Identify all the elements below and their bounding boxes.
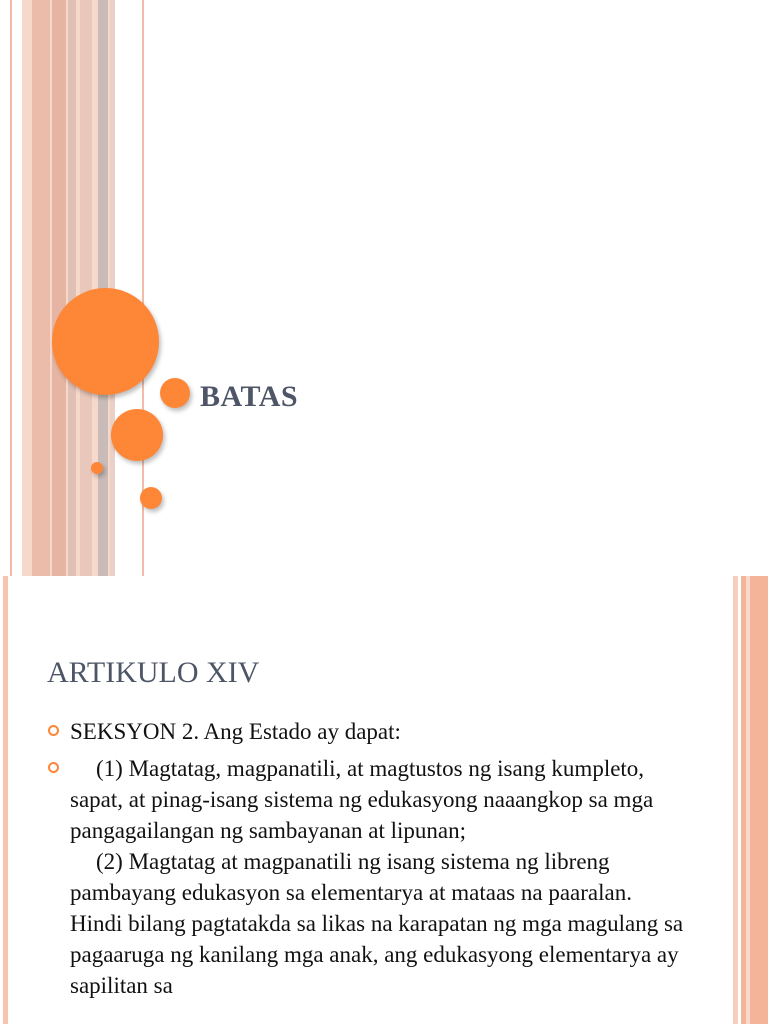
- bullet-list: [48, 716, 688, 1007]
- bullet-paragraph: [70, 846, 688, 1001]
- decor-stripe: [52, 0, 66, 576]
- slide-heading: ARTIKULO XIV: [47, 656, 260, 689]
- decor-circle-large: [52, 288, 159, 395]
- decor-stripe: [80, 0, 92, 576]
- bullet-item: [48, 716, 688, 747]
- paragraph-text: (1) Magtatag, magpanatili, at magtustos ng isang kumpleto, sapat, at pinag-isang sistema ng edukasyong naaangkop sa mga pangagailangan ng sambayanan at lipunan;: [70, 756, 654, 843]
- paragraph-text: (2) Magtatag at magpanatili ng isang sistema ng libreng pambayang edukasyon sa elementarya at mataas na paaralan. Hindi bilang pagtatakda sa likas na karapatan ng mga magulang sa pagaaruga ng kanilang mga anak, ang edukasyong elementarya ay sapilitan sa: [70, 849, 684, 998]
- content-slide: [0, 576, 768, 1024]
- bullet-circle-icon: [48, 762, 59, 773]
- bullet-paragraph: [70, 753, 688, 846]
- bullet-item: [48, 753, 688, 1001]
- decor-stripe: [746, 576, 750, 1024]
- decor-stripe: [733, 576, 738, 1024]
- decor-stripe: [10, 0, 12, 576]
- bullet-circle-icon: [48, 725, 59, 736]
- decor-circle-tiny: [91, 462, 103, 474]
- decor-circle-small: [160, 378, 190, 408]
- decor-stripe: [3, 576, 8, 1024]
- decor-circle-medium: [111, 409, 163, 461]
- decor-stripe: [68, 0, 76, 576]
- decor-circle-small: [140, 487, 162, 509]
- decor-stripe: [32, 0, 50, 576]
- slide-title: BATAS: [200, 380, 299, 413]
- bullet-text: SEKSYON 2. Ang Estado ay dapat:: [70, 719, 401, 744]
